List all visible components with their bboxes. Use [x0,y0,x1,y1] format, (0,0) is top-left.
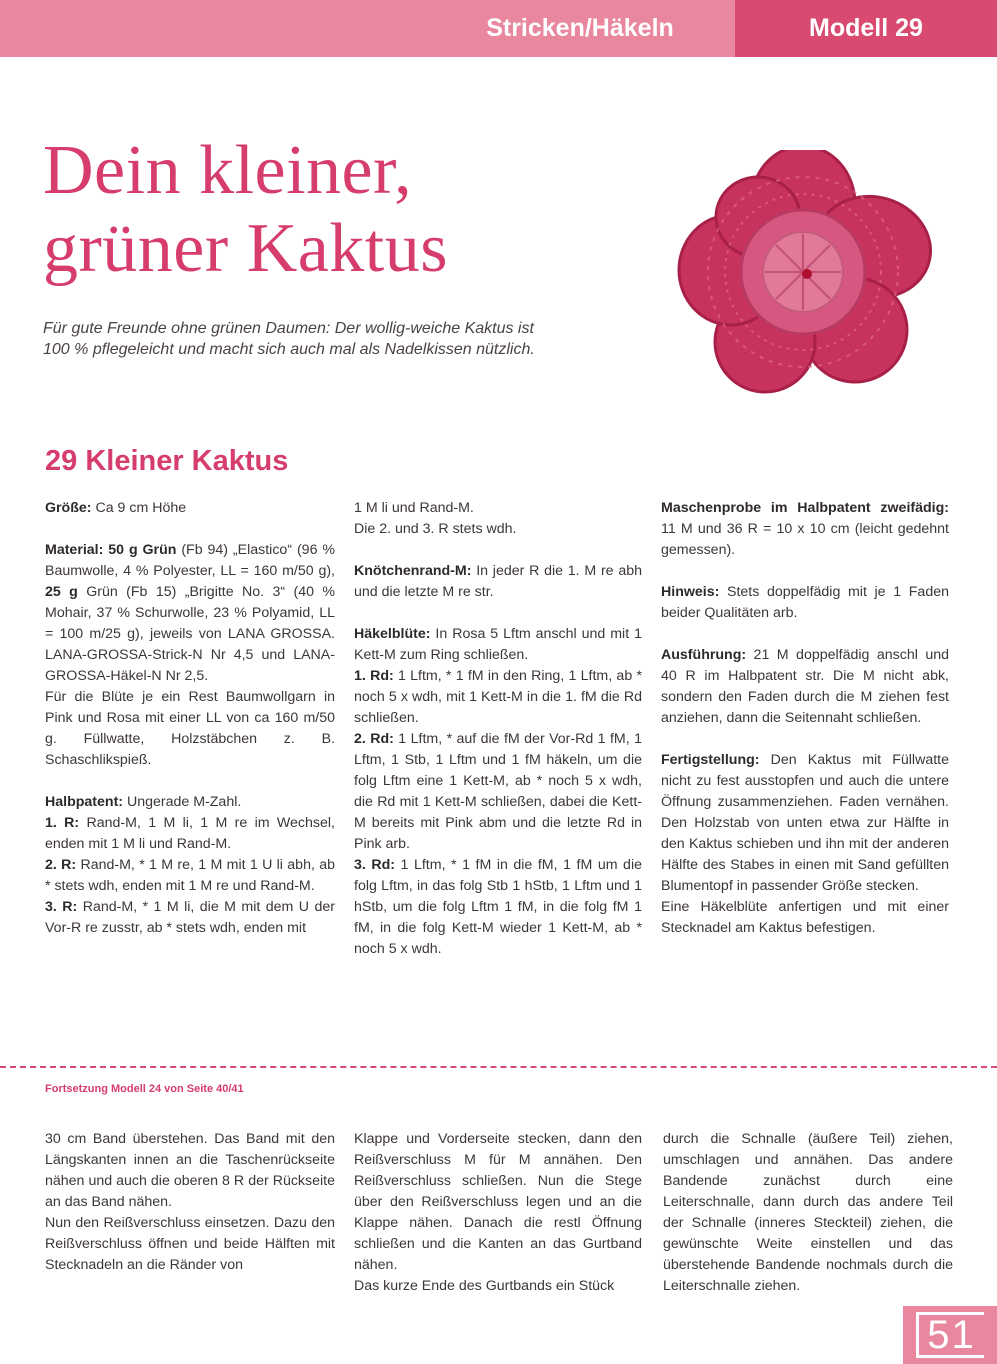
page-number: 51 [903,1306,997,1364]
continuation-column-3: durch die Schnalle (äußere Teil) ziehen, umschlagen und annähen. Das andere Bandende zunächst durch eine Leiterschnalle, dann durch das andere Teil der Schnalle (inneres Steckteil) ziehen, die gewünschte Weite einstellen und das überstehende Bandende nochmals durch die Leiterschnalle ziehen. [663,1131,953,1294]
section-divider [0,1066,997,1068]
model-label: Modell 29 [735,0,997,57]
intro-text: Für gute Freunde ohne grünen Daumen: Der wollig-weiche Kaktus ist 100 % pflegeleicht und macht sich auch mal als Nadelkissen nützlich. [43,320,535,358]
instructions-column-3: Maschenprobe im Halbpatent zweifädig: 11 M und 36 R = 10 x 10 cm (leicht gedehnt gemessen). Hinweis: Stets doppelfädig mit je 1 Faden beider Qualitäten arb. Ausführung: 21 M doppelfädig anschl und 40 R im Halbpatent str. Die M nicht abk, sondern den Faden durch die M ziehen fest anziehen, dann die Seitennaht schließen. Fertigstellung: Den Kaktus mit Füllwatte nicht zu fest ausstopfen und auch die untere Öffnung zusammenziehen. Faden vernähen. Den Holzstab von unten etwa zur Hälfte in den Kaktus schieben und ihn mit der anderen Hälfte des Stabes in einen mit Sand gefüllten Blumentopf in passender Größe stecken. Eine Häkelblüte anfertigen und mit einer Stecknadel am Kaktus befestigen. [661,500,949,936]
header-bar [0,0,997,57]
continuation-column-2: Klappe und Vorderseite stecken, dann den Reißverschluss M für M annähen. Den Reißverschluss schließen. Nun die Stege über den Reißverschluss legen und an die Klappe nähen. Danach die restl Öffnung schließen und die Kanten an das Gurtband nähen. Das kurze Ende des Gurtbands ein Stück [354,1131,642,1294]
title-line-2: grüner Kaktus [43,210,449,287]
instructions-column-1: Größe: Ca 9 cm Höhe Material: 50 g Grün (Fb 94) „Elastico“ (96 % Baumwolle, 4 % Polyester, LL = 160 m/50 g), 25 g Grün (Fb 15) „Brigitte No. 3“ (40 % Mohair, 37 % Schurwolle, 23 % Polyamid, LL = 100 m/25 g), jeweils von LANA GROSSA. LANA-GROSSA-Strick-N Nr 4,5 und LANA-GROSSA-Häkel-N Nr 2,5. Für die Blüte je ein Rest Baumwollgarn in Pink und Rosa mit einer LL von ca 160 m/50 g. Füllwatte, Holzstäbchen z. B. Schaschlikspieß. Halbpatent: Ungerade M-Zahl. 1. R: Rand-M, 1 M li, 1 M re im Wechsel, enden mit 1 M li und Rand-M. 2. R: Rand-M, * 1 M re, 1 M mit 1 U li abh, ab * stets wdh, enden mit 1 M re und Rand-M. 3. R: Rand-M, * 1 M li, die M mit dem U der Vor-R re zusstr, ab * stets wdh, enden mit [45,500,336,936]
crochet-flower-image [672,150,934,395]
category-label: Stricken/Häkeln [486,14,674,42]
instructions-column-2: 1 M li und Rand-M. Die 2. und 3. R stets wdh. Knötchenrand-M: In jeder R die 1. M re abh und die letzte M re str. Häkelblüte: In Rosa 5 Lftm anschl und mit 1 Kett-M zum Ring schließen. 1. Rd: 1 Lftm, * 1 fM in den Ring, 1 Lftm, ab * noch 5 x wdh, mit 1 Kett-M in die 1. fM die Rd schließen. 2. Rd: 1 Lftm, * auf die fM der Vor-Rd 1 fM, 1 Lftm, 1 Stb, 1 Lftm und 1 fM häkeln, um die folg Lftm eine 1 Kett-M, ab * noch 5 x wdh, die Rd mit 1 Kett-M schließen, dabei die Kett-M bereits mit Pink abm und die letzte Rd in Pink arb. 3. Rd: 1 Lftm, * 1 fM in die fM, 1 fM um die folg Lftm, in das folg Stb 1 hStb, 1 Lftm und 1 hStb, um die folg Lftm 1 fM, in die folg fM 1 fM, in die folg Kett-M wieder 1 Kett-M, ab * noch 5 x wdh. [354,500,642,957]
title-line-1: Dein kleiner, [43,132,413,209]
continuation-column-1: 30 cm Band überstehen. Das Band mit den Längskanten innen an die Taschenrückseite nähen und auch die oberen 8 R der Rückseite an das Band nähen. Nun den Reißverschluss einsetzen. Dazu den Reißverschluss öffnen und beide Hälften mit Stecknadeln an die Ränder von [45,1131,335,1273]
page-title [43,132,448,288]
pin-head [802,269,812,279]
continuation-label: Fortsetzung Modell 24 von Seite 40/41 [45,1083,244,1095]
section-title: 29 Kleiner Kaktus [45,445,289,477]
